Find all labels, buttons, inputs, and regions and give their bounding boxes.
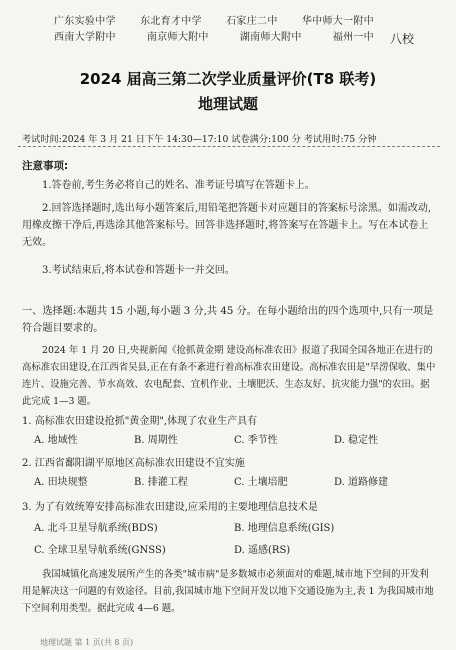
option-d[interactable]: D. 道路修建: [334, 477, 389, 488]
option-c[interactable]: C. 季节性: [234, 435, 278, 446]
group-label: 八校: [390, 32, 415, 46]
page-footer: 地理试题 第 1 页(共 8 页): [40, 638, 134, 647]
question-1-options: [34, 431, 434, 446]
question-3-options-row1: [34, 519, 434, 534]
option-d[interactable]: D. 稳定性: [334, 435, 379, 446]
exam-meta: 考试时间:2024 年 3 月 21 日下午 14:30—17:10 试卷满分:100 分 考试用时:75 分钟: [22, 134, 377, 145]
option-a[interactable]: A. 田块规整: [34, 477, 88, 488]
passage-1: 2024 年 1 月 20 日,央视新闻《抢抓黄金期 建设高标准农田》报道了我国全国各地正在进行的高标准农田建设,在江西省吴县,正在有条不紊进行着高标准农田建设。高标准农田是"旱涝保收、集中连片、设施完善、节水高效、农电配套、宜机作业、土壤肥沃、生态友好、抗灾能力强"的农田。据此完成 1—3 题。: [22, 345, 436, 407]
school-name: 南京师大附中: [146, 32, 209, 43]
school-row-2: [54, 30, 374, 46]
school-name: 湖南师大附中: [239, 32, 302, 43]
option-c[interactable]: C. 土壤培肥: [234, 477, 288, 488]
school-name: 西南大学附中: [54, 32, 116, 43]
school-name: 石家庄二中: [226, 16, 278, 27]
question-1-stem: 1. 高标准农田建设抢抓"黄金期",体现了农业生产具有: [22, 416, 258, 427]
question-3-stem: 3. 为了有效统筹安排高标准农田建设,应采用的主要地理信息技术是: [22, 502, 318, 513]
option-b[interactable]: B. 周期性: [134, 435, 178, 446]
option-c[interactable]: C. 全球卫星导航系统(GNSS): [34, 545, 166, 556]
notice-item: 1.答卷前,考生务必将自己的姓名、准考证号填写在答题卡上。: [42, 180, 315, 191]
question-2-stem: 2. 江西省鄱阳湖平原地区高标准农田建设不宜实施: [22, 458, 245, 469]
school-name: 东北育才中学: [140, 16, 202, 27]
notice-item: 2.回答选择题时,选出每小题答案后,用铅笔把答题卡对应题目的答案标号涂黑。如需改动,用橡皮擦干净后,再选涂其他答案标号。回答非选择题时,将答案写在答题卡上。写在本试卷上无效。: [22, 203, 432, 248]
option-b[interactable]: B. 地理信息系统(GIS): [234, 523, 335, 534]
question-3-options-row2: [34, 541, 434, 556]
school-list: [54, 14, 374, 46]
divider: [18, 146, 440, 147]
school-name: 福州一中: [332, 32, 374, 43]
question-2-options: [34, 473, 434, 488]
option-d[interactable]: D. 遥感(RS): [234, 545, 291, 556]
option-a[interactable]: A. 北斗卫星导航系统(BDS): [34, 523, 158, 534]
exam-title: 2024 届高三第二次学业质量评价(T8 联考): [79, 70, 377, 88]
notice-item: 3.考试结束后,将本试卷和答题卡一并交回。: [42, 265, 235, 276]
exam-subject: 地理试题: [197, 95, 258, 113]
school-name: 广东实验中学: [54, 16, 116, 27]
option-a[interactable]: A. 地域性: [34, 435, 78, 446]
passage-2: 我国城镇化高速发展所产生的各类"城市病"是多数城市必须面对的难题,城市地下空间的开发利用是解决这一问题的有效途径。目前,我国城市地下空间开发以地下交通设施为主,表 1 为我国城市地下空间利用类型。据此完成 4—6 题。: [22, 569, 434, 614]
option-b[interactable]: B. 排灌工程: [134, 477, 188, 488]
school-name: 华中师大一附中: [301, 16, 374, 27]
section-heading: 一、选择题:本题共 15 小题,每小题 3 分,共 45 分。在每小题给出的四个选项中,只有一项是符合题目要求的。: [22, 306, 434, 334]
school-row-1: [54, 14, 374, 30]
notice-heading: 注意事项:: [22, 160, 69, 172]
